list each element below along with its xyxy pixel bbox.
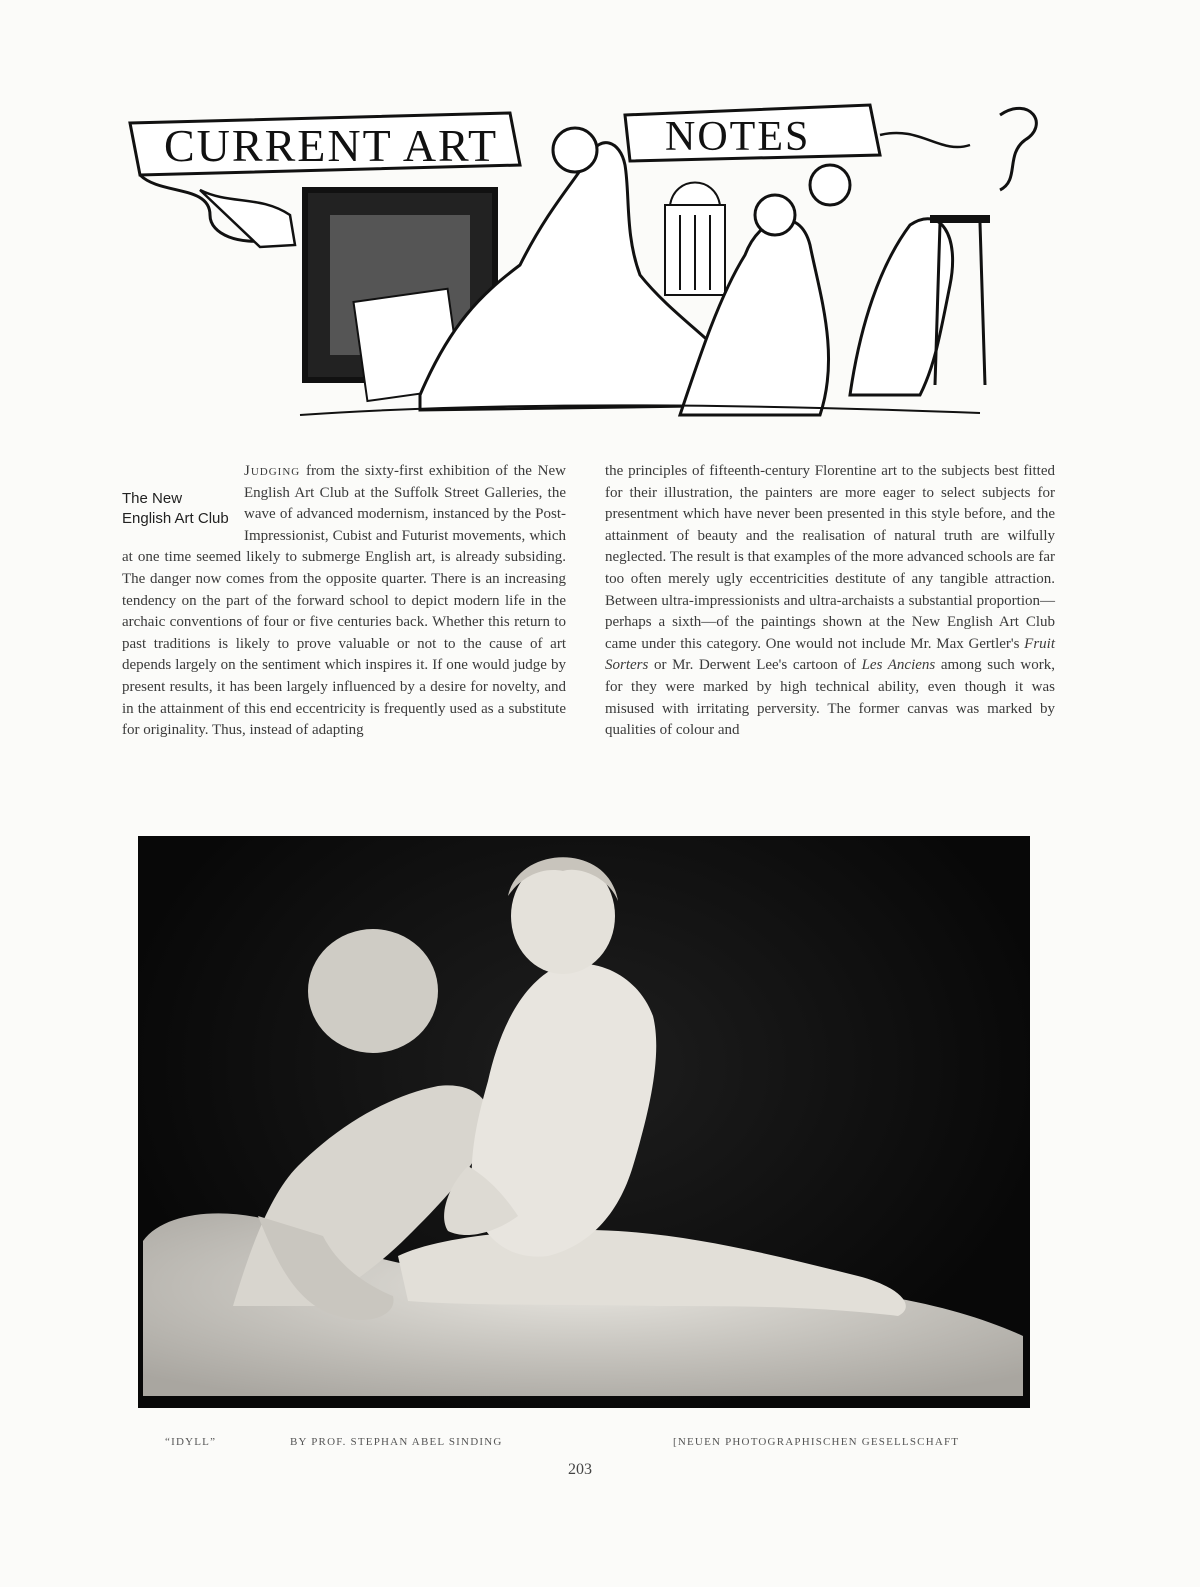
header-title-left: CURRENT ART [164,120,499,171]
artwork-title-fruit-sorters: Fruit Sorters [605,635,1055,674]
lead-word: Judging [244,463,301,479]
header-illustration [120,95,1060,430]
right-text-part-1: the principles of fifteenth-century Florentine art to the subjects best fitted for their illustration, the painters are more eager to select subjects for presentment which have never been presented in this style before, and the attainment of beauty and the realisation of natural truth are wilfully neglected. The result is that examples of the more advanced schools are far too often merely ugly eccentricities destitute of any tangible attraction. Between ultra-impressionists and ultra-archaists a substantial proportion—perhaps a sixth—of the paintings shown at the New English Art Club came under this category. One would not include Mr. Max Gertler's [605,463,1055,652]
left-paragraph-text: from the sixty-first exhibition of the New English Art Club at the Suffolk Street Galleries, the wave of advanced modernism, instanced by the Post-Impressionist, Cubist and Futurist movements, which at one time seemed likely to submerge English art, is already subsiding. The danger now comes from the opposite quarter. There is an increasing tendency on the part of the forward school to depict modern life in the archaic conventions of four or five centuries back. Whether this return to past traditions is likely to prove valuable or not to the cause of art depends largely on the sentiment which inspires it. If one would judge by present results, it has been largely influenced by a desire for novelty, and in the attainment of this end eccentricity is frequently used as a substitute for originality. Thus, instead of adapting [122,463,566,739]
sidenote-heading: The New English Art Club [122,490,229,527]
right-text-part-3: among such work, for they were marked by high technical ability, even though it was misused with irritating perversity. The former canvas was marked by qualities of colour and [605,657,1055,739]
article-column-right [605,461,1055,742]
caption-credit: [NEUEN PHOTOGRAPHISCHEN GESELLSCHAFT [673,1436,960,1448]
artwork-title-les-anciens: Les Anciens [861,657,936,674]
header-title-right: NOTES [665,114,811,160]
sculpture-drawing [138,836,1030,1408]
right-text-part-2: or Mr. Derwent Lee's cartoon of [648,657,862,674]
caption-artist: BY PROF. STEPHAN ABEL SINDING [290,1436,503,1448]
article-column-left [122,461,566,742]
article-paragraph-right [605,461,1055,742]
sculpture-photograph [138,836,1030,1408]
page-number: 203 [568,1461,592,1478]
caption-title: “IDYLL” [165,1436,217,1448]
